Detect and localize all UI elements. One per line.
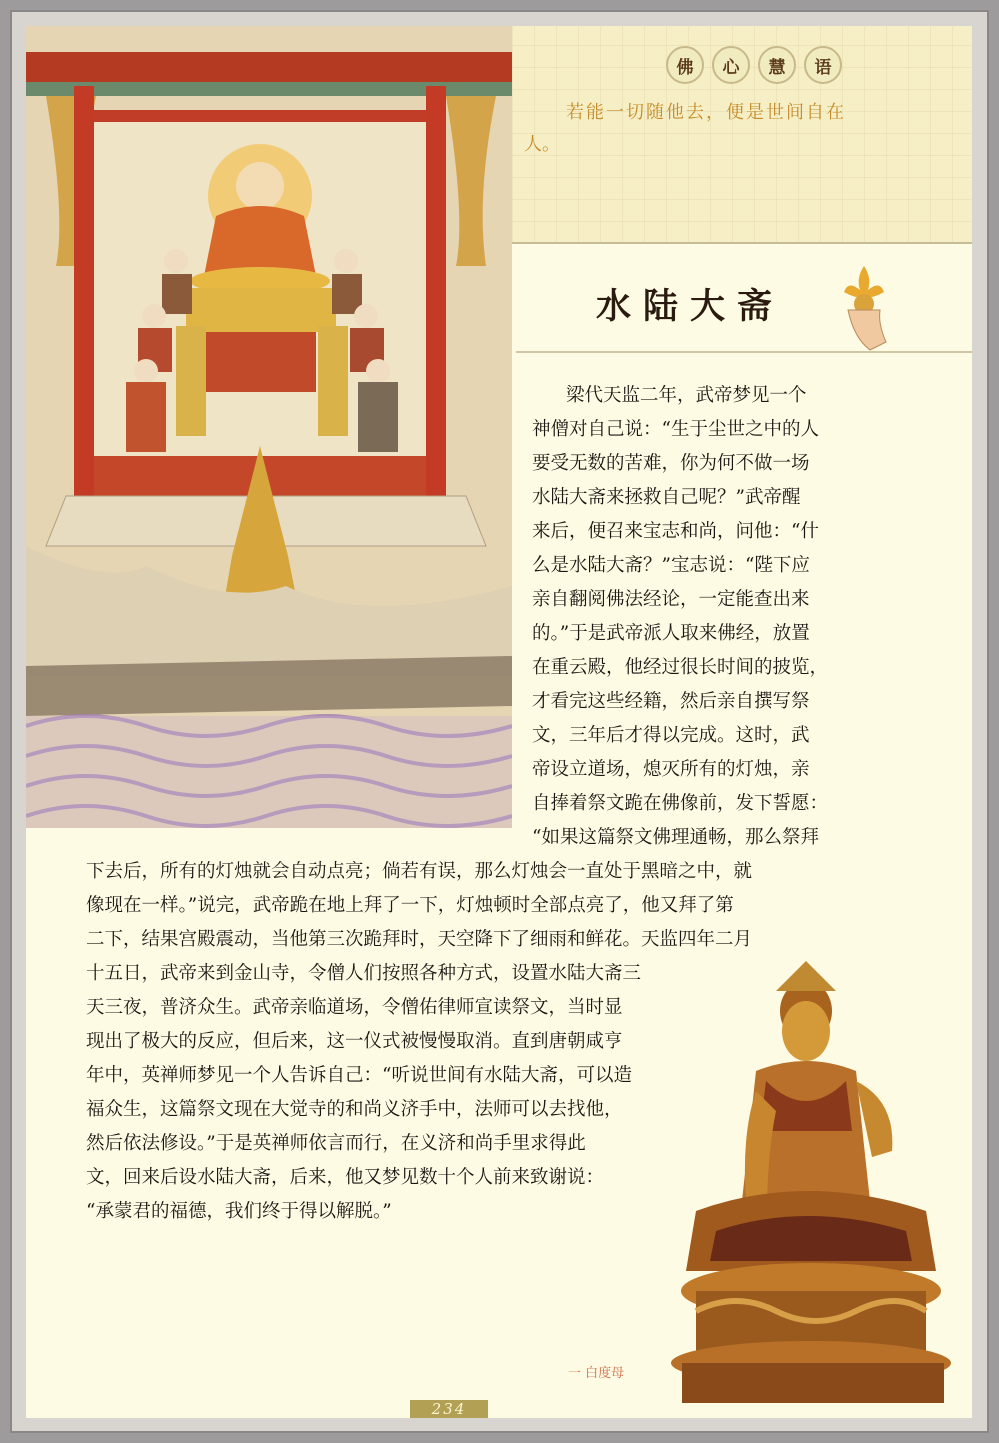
series-char: 心 <box>712 46 750 84</box>
text-line: 帝设立道场，熄灭所有的灯烛，亲 <box>532 759 810 780</box>
motto-line: 若能一切随他去，便是世间自在 <box>566 102 846 123</box>
text-line: “承蒙君的福德，我们终于得以解脱。” <box>86 1201 392 1222</box>
text-line: 然后依法修设。”于是英禅师依言而行，在义济和尚手里求得此 <box>86 1133 586 1154</box>
painting-illustration <box>26 26 512 828</box>
text-line: 梁代天监二年，武帝梦见一个 <box>566 385 807 406</box>
text-line: “如果这篇祭文佛理通畅，那么祭拜 <box>532 827 819 848</box>
text-line: 天三夜，普济众生。武帝亲临道场，令僧佑律师宣读祭文，当时显 <box>86 997 623 1018</box>
series-char: 佛 <box>666 46 704 84</box>
text-line: 十五日，武帝来到金山寺，令僧人们按照各种方式，设置水陆大斋三 <box>86 963 642 984</box>
text-line: 二下，结果宫殿震动，当他第三次跪拜时，天空降下了细雨和鲜花。天监四年二月 <box>86 929 753 950</box>
text-line: 下去后，所有的灯烛就会自动点亮；倘若有误，那么灯烛会一直处于黑暗之中，就 <box>86 861 753 882</box>
text-line: 的。”于是武帝派人取来佛经，放置 <box>532 623 810 644</box>
text-line: 福众生，这篇祭文现在大觉寺的和尚义济手中，法师可以去找他， <box>86 1099 623 1120</box>
motto-line: 人。 <box>524 134 560 155</box>
book-page <box>26 26 972 1418</box>
text-line: 自捧着祭文跪在佛像前，发下誓愿： <box>532 793 829 814</box>
series-char: 慧 <box>758 46 796 84</box>
white-tara-statue <box>656 951 972 1418</box>
text-line: 年中，英禅师梦见一个人告诉自己：“听说世间有水陆大斋，可以造 <box>86 1065 632 1086</box>
text-line: 要受无数的苦难，你为何不做一场 <box>532 453 810 474</box>
article-title: 水陆大斋 <box>596 286 785 327</box>
text-line: 在重云殿，他经过很长时间的披览， <box>532 657 829 678</box>
title-divider <box>516 351 972 353</box>
lotus-hand-icon <box>834 258 894 354</box>
text-line: 水陆大斋来拯救自己呢？”武帝醒 <box>532 487 801 508</box>
text-line: 像现在一样。”说完，武帝跪在地上拜了一下，灯烛顿时全部点亮了，他又拜了第 <box>86 895 734 916</box>
series-title <box>666 46 842 84</box>
text-line: 才看完这些经籍，然后亲自撰写祭 <box>532 691 810 712</box>
text-line: 来后，便召来宝志和尚，问他：“什 <box>532 521 819 542</box>
buddha-assembly-painting <box>26 26 512 828</box>
image-caption: 一 白度母 <box>568 1366 625 1381</box>
text-line: 亲自翻阅佛法经论，一定能查出来 <box>532 589 810 610</box>
text-line: 文，三年后才得以完成。这时，武 <box>532 725 810 746</box>
series-char: 语 <box>804 46 842 84</box>
text-line: 文，回来后设水陆大斋，后来，他又梦见数十个人前来致谢说： <box>86 1167 605 1188</box>
text-line: 么是水陆大斋？”宝志说：“陛下应 <box>532 555 810 576</box>
text-line: 神僧对自己说：“生于尘世之中的人 <box>532 419 819 440</box>
header-divider <box>512 242 972 244</box>
page-number: 234 <box>410 1400 488 1418</box>
text-line: 现出了极大的反应，但后来，这一仪式被慢慢取消。直到唐朝咸亨 <box>86 1031 623 1052</box>
